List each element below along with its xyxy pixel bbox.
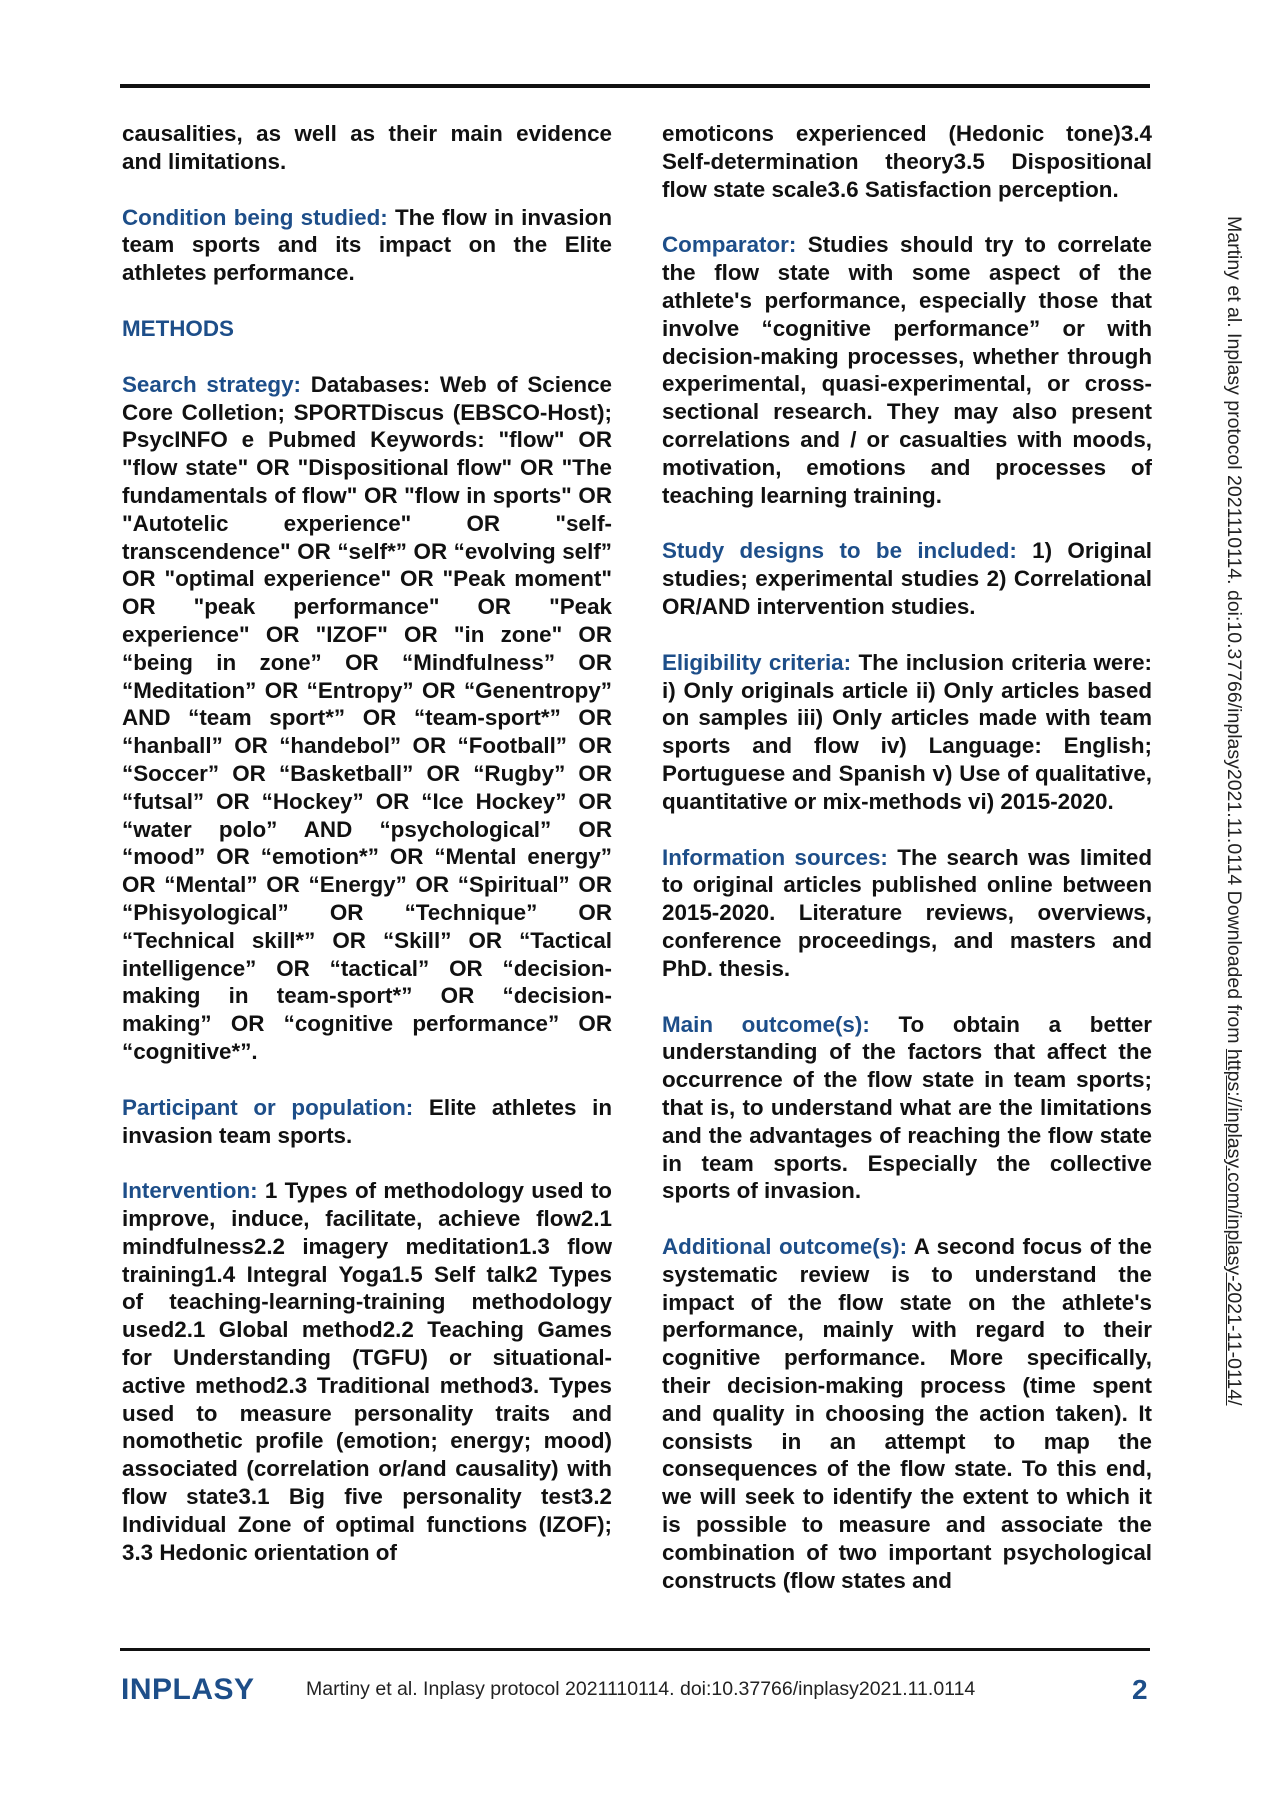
additional-outcome-label: Additional outcome(s):: [662, 1234, 908, 1260]
search-strategy-paragraph: Search strategy: Databases: Web of Science Core Colletion; SPORTDiscus (EBSCO-Host); PsycINFO e Pubmed Keywords: "flow" OR "flow state" OR "Dispositional flow" OR "The fundamentals of flow" OR "flow in sports" OR "Autotelic experience" OR "self-transcendence" OR “self*” OR “evolving self” OR "optimal experience" OR "Peak moment" OR "peak performance" OR "Peak experience" OR "IZOF" OR "in zone" OR “being in zone” OR “Mindfulness” OR “Meditation” OR “Entropy” OR “Genentropy” AND “team sport*” OR “team-sport*” OR “hanball” OR “handebol” OR “Football” OR “Soccer” OR “Basketball” OR “Rugby” OR “futsal” OR “Hockey” OR “Ice Hockey” OR “water polo” AND “psychological” OR “mood” OR “emotion*” OR “Mental energy” OR “Mental” OR “Energy” OR “Spiritual” OR “Phisyological” OR “Technique” OR “Technical skill*” OR “Skill” OR “Tactical intelligence” OR “tactical” OR “decision-making in team-sport*” OR “decision-making” OR “cognitive performance” OR “cognitive*”.: [122, 371, 612, 1064]
page-number: 2: [1132, 1674, 1148, 1705]
participant-label: Participant or population:: [122, 1094, 414, 1120]
intervention-label: Intervention:: [122, 1178, 258, 1204]
left-column: [122, 120, 612, 1594]
sidebar-citation: Martiny et al. Inplasy protocol 2021110114. doi:10.37766/inplasy2021.11.0114 Downloaded from https://inplasy.com/inplasy-2021-11-0114/: [1223, 216, 1245, 1406]
download-link[interactable]: https://inplasy.com/inplasy-2021-11-0114/: [1223, 1048, 1245, 1406]
study-designs-paragraph: Study designs to be included: 1) Original studies; experimental studies 2) Correlational OR/AND intervention studies.: [662, 538, 1153, 619]
footer-rule: [120, 1648, 1150, 1651]
footer-brand: INPLASY: [121, 1673, 255, 1706]
eligibility-paragraph: Eligibility criteria: The inclusion criteria were: i) Only originals article ii) Only articles based on samples iii) Only articles made with team sports and flow iv) Language: English; Portuguese and Spanish v) Use of qualitative, quantitative or mix-methods vi) 2015-2020.: [662, 649, 1152, 814]
intervention-paragraph: Intervention: 1 Types of methodology used to improve, induce, facilitate, achieve flow2.1 mindfulness2.2 imagery meditation1.3 flow training1.4 Integral Yoga1.5 Self talk2 Types of teaching-learning-training methodology used2.1 Global method2.2 Teaching Games for Understanding (TGFU) or situational-active method2.3 Traditional method3. Types used to measure personality traits and nomothetic profile (emotion; energy; mood) associated (correlation or/and causality) with flow state3.1 Big five personality test3.2 Individual Zone of optimal functions (IZOF); 3.3 Hedonic orientation of: [122, 1178, 612, 1565]
information-sources-paragraph: Information sources: The search was limited to original articles published online between 2015-2020. Literature reviews, overviews, conference proceedings, and masters and PhD. thesis.: [662, 844, 1152, 981]
participant-paragraph: Participant or population: Elite athletes in invasion team sports.: [122, 1094, 612, 1148]
intro-paragraph: causalities, as well as their main evidence and limitations.: [122, 121, 612, 174]
comparator-label: Comparator:: [662, 232, 797, 258]
information-sources-label: Information sources:: [662, 844, 888, 870]
study-designs-label: Study designs to be included:: [662, 538, 1017, 564]
main-outcome-paragraph: Main outcome(s): To obtain a better understanding of the factors that affect the occurrence of the flow state in team sports; that is, to understand what are the limitations and the advantages of reaching the flow state in team sports. Especially the collective sports of invasion.: [662, 1011, 1152, 1204]
additional-outcome-paragraph: Additional outcome(s): A second focus of the systematic review is to understand the impact of the flow state on the athlete's performance, mainly with regard to their cognitive performance. More specifically, their decision-making process (time spent and quality in choosing the action taken). It consists in an attempt to map the consequences of the flow state. To this end, we will seek to identify the extent to which it is possible to measure and associate the combination of two important psychological constructs (flow states and: [662, 1234, 1153, 1593]
search-strategy-label: Search strategy:: [122, 371, 301, 397]
header-rule: [120, 84, 1150, 88]
right-column: [662, 120, 1152, 1622]
eligibility-label: Eligibility criteria:: [662, 649, 852, 675]
continuation-paragraph: emoticons experienced (Hedonic tone)3.4 Self-determination theory3.5 Dispositional flow state scale3.6 Satisfaction perception.: [662, 121, 1152, 202]
main-outcome-label: Main outcome(s):: [662, 1011, 870, 1037]
condition-paragraph: Condition being studied: The flow in invasion team sports and its impact on the Elite athletes performance.: [122, 204, 612, 286]
footer-citation: Martiny et al. Inplasy protocol 2021110114. doi:10.37766/inplasy2021.11.0114: [306, 1678, 976, 1700]
comparator-paragraph: Comparator: Studies should try to correlate the flow state with some aspect of the athlete's performance, especially those that involve “cognitive performance” or with decision-making processes, whether through experimental, quasi-experimental, or cross-sectional research. They may also present correlations and / or casualties with moods, motivation, emotions and processes of teaching learning training.: [662, 232, 1152, 508]
condition-label: Condition being studied:: [122, 204, 388, 230]
methods-heading: METHODS: [122, 315, 234, 341]
